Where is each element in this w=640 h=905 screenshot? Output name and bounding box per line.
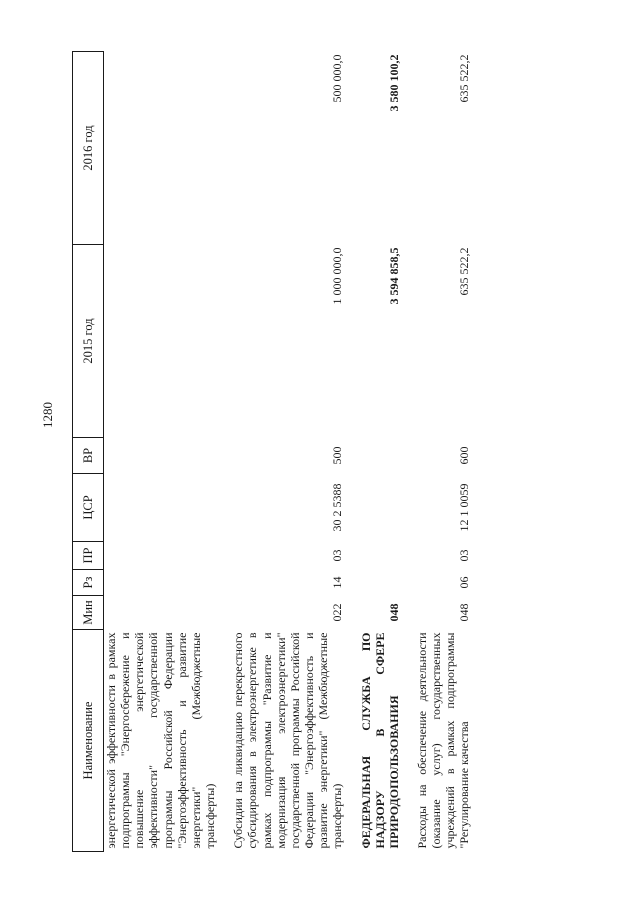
page-number: 1280 [40,402,55,428]
table-header-row [73,52,104,852]
row-min: 048 [386,603,401,622]
header-pr: ПР [73,542,104,570]
row-2015: 1 000 000,0 [330,247,345,305]
row-2015: 3 594 858,5 [386,247,401,305]
table-row [345,52,401,852]
table-row [415,52,472,852]
row-csr [104,474,218,542]
row-pr [104,542,218,570]
row-pr: 03 [457,549,472,562]
row-2016: 3 580 100,2 [386,54,401,112]
row-vr: 600 [457,446,472,465]
row-rz [345,570,401,596]
row-2016: 635 522,2 [457,54,472,103]
row-vr [345,438,401,474]
header-name: Наименование [73,630,104,852]
row-name: Субсидии на ликвидацию перекрестного субсидирования в электроэнергетике в рамках подпрограммы "Развитие и модернизация электроэнергетики" государственной программы Российской Федерации "Энергоэффективность и развитие энергетики" (Межбюджетные трансферты) [231,632,345,849]
header-min: Мин [73,596,104,630]
row-rz: 14 [330,576,345,589]
row-2015 [104,245,218,438]
table-row [231,52,344,852]
row-name: ФЕДЕРАЛЬНАЯ СЛУЖБА ПО НАДЗОРУ В СФЕРЕ ПРИРОДОПОЛЬЗОВАНИЯ [358,632,401,849]
header-rz: Рз [73,570,104,596]
row-pr [345,542,401,570]
row-min: 022 [330,603,345,622]
table-row [104,52,218,852]
row-csr [345,474,401,542]
row-rz [104,570,218,596]
header-csr: ЦСР [73,474,104,542]
row-rz: 06 [457,576,472,589]
header-vr: ВР [73,438,104,474]
row-2016 [104,52,218,245]
header-2016: 2016 год [73,52,104,245]
header-2015: 2015 год [73,245,104,438]
row-2015: 635 522,2 [457,247,472,296]
budget-table [72,51,472,852]
row-vr [104,438,218,474]
row-pr: 03 [330,549,345,562]
rotated-page [72,52,612,852]
row-2016: 500 000,0 [330,54,345,103]
row-csr: 12 1 0059 [457,483,472,532]
row-min [104,596,218,630]
row-vr: 500 [330,446,345,465]
row-min: 048 [457,603,472,622]
row-name: энергетической эффективности в рамках подпрограммы "Энергосбережение и повышение энергетической эффективности" государственной программы Российской Федерации "Энергоэффективность и развитие энергетики" (Межбюджетные трансферты) [104,632,218,849]
row-csr: 30 2 5388 [330,483,345,532]
row-name: Расходы на обеспечение деятельности (оказание услуг) государственных учреждений в рамках подпрограммы "Регулирование качества [414,632,472,849]
